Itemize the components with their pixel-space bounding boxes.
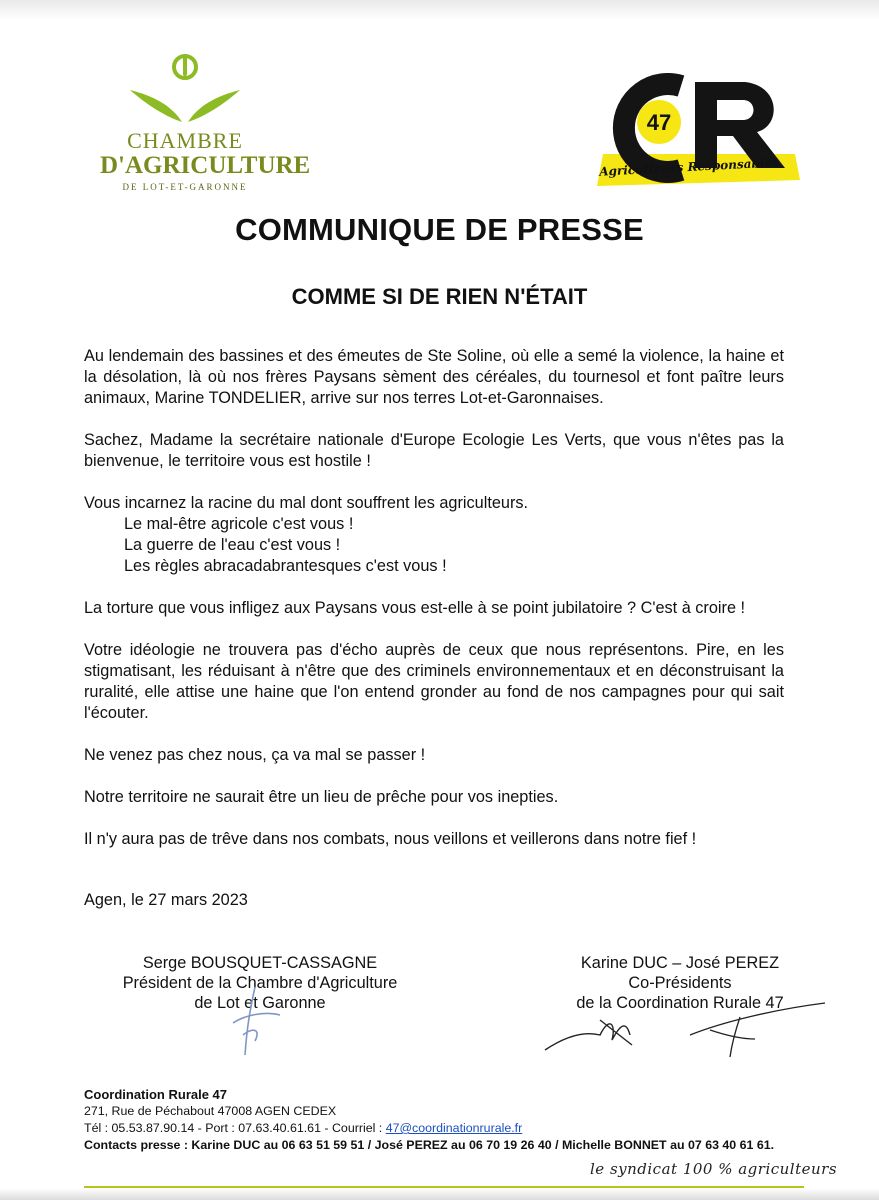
footer-address: 271, Rue de Péchabout 47008 AGEN CEDEX	[84, 1104, 337, 1118]
chambre-logo-line2: D'AGRICULTURE	[100, 152, 311, 179]
signature-scribble-left	[225, 985, 285, 1060]
page-shadow-bottom	[0, 1188, 879, 1200]
chambre-agriculture-logo	[100, 48, 311, 193]
footer-press-contacts: Contacts presse : Karine DUC au 06 63 51 59 51 / José PEREZ au 06 70 19 26 40 / Michelle BONNET au 07 63 40 61 61.	[84, 1138, 775, 1152]
footer-email-link[interactable]: 47@coordinationrurale.fr	[385, 1121, 523, 1135]
paragraph: Vous incarnez la racine du mal dont souffrent les agriculteurs.	[84, 494, 529, 512]
signatory-role: Co-Présidents	[628, 974, 732, 992]
paragraph: La torture que vous infligez aux Paysans vous est-elle à se point jubilatoire ? C'est à croire !	[84, 599, 746, 617]
paragraph: Il n'y aura pas de trêve dans nos combats, nous veillons et veillerons dans notre fief !	[84, 830, 697, 848]
signatory-role: Président de la Chambre d'Agriculture	[122, 974, 398, 992]
list-item: Les règles abracadabrantesques c'est vous !	[124, 557, 447, 575]
cr47-tagline: Agriculteurs Responsables	[598, 155, 780, 179]
footer-org-name: Coordination Rurale 47	[84, 1087, 228, 1102]
document-body	[84, 346, 784, 850]
list-item: La guerre de l'eau c'est vous !	[124, 536, 341, 554]
paragraph: Sachez, Madame la secrétaire nationale d'Europe Ecologie Les Verts, que vous n'êtes pas la bienvenue, le territoire vous est hostile !	[84, 431, 784, 470]
document-subtitle: COMME SI DE RIEN N'ÉTAIT	[291, 284, 588, 309]
signatory-name: Serge BOUSQUET-CASSAGNE	[142, 954, 378, 972]
signatory-role: de la Coordination Rurale 47	[576, 994, 784, 1012]
page-shadow-top	[0, 0, 879, 20]
signature-scribble-right	[540, 995, 830, 1060]
paragraph: Votre idéologie ne trouvera pas d'écho auprès de ceux que nous représentons. Pire, en les stigmatisant, les réduisant à n'être que des criminels environnementaux et en déconstruisant la ruralité, elle attise une haine que l'on entend gronder au fond de nos campagnes pour qui sait l'écouter.	[84, 641, 784, 722]
paragraph: Ne venez pas chez nous, ça va mal se passer !	[84, 746, 426, 764]
document-date: Agen, le 27 mars 2023	[84, 891, 248, 909]
chambre-logo-line1: CHAMBRE	[127, 128, 243, 153]
document-title: COMMUNIQUE DE PRESSE	[235, 212, 644, 247]
chambre-logo-line3: DE LOT-ET-GARONNE	[122, 182, 248, 192]
signatory-name: Karine DUC – José PEREZ	[580, 954, 780, 972]
svg-text:47: 47	[646, 110, 672, 135]
list-item: Le mal-être agricole c'est vous !	[124, 515, 354, 533]
footer-slogan: le syndicat 100 % agriculteurs	[590, 1160, 838, 1178]
cr47-logo	[585, 72, 810, 192]
footer-phones-line	[84, 1120, 804, 1137]
footer	[84, 1086, 804, 1154]
paragraph: Au lendemain des bassines et des émeutes de Ste Soline, où elle a semé la violence, la haine et la désolation, là où nos frères Paysans sèment des céréales, du tournesol et font paître leurs animaux, Marine TONDELIER, arrive sur nos terres Lot-et-Garonnaises.	[84, 347, 784, 407]
signatory-role: de Lot et Garonne	[194, 994, 326, 1012]
footer-phones: Tél : 05.53.87.90.14 - Port : 07.63.40.61.61 - Courriel :	[84, 1121, 386, 1135]
sprout-icon	[124, 48, 246, 128]
paragraph: Notre territoire ne saurait être un lieu de prêche pour vos inepties.	[84, 788, 559, 806]
